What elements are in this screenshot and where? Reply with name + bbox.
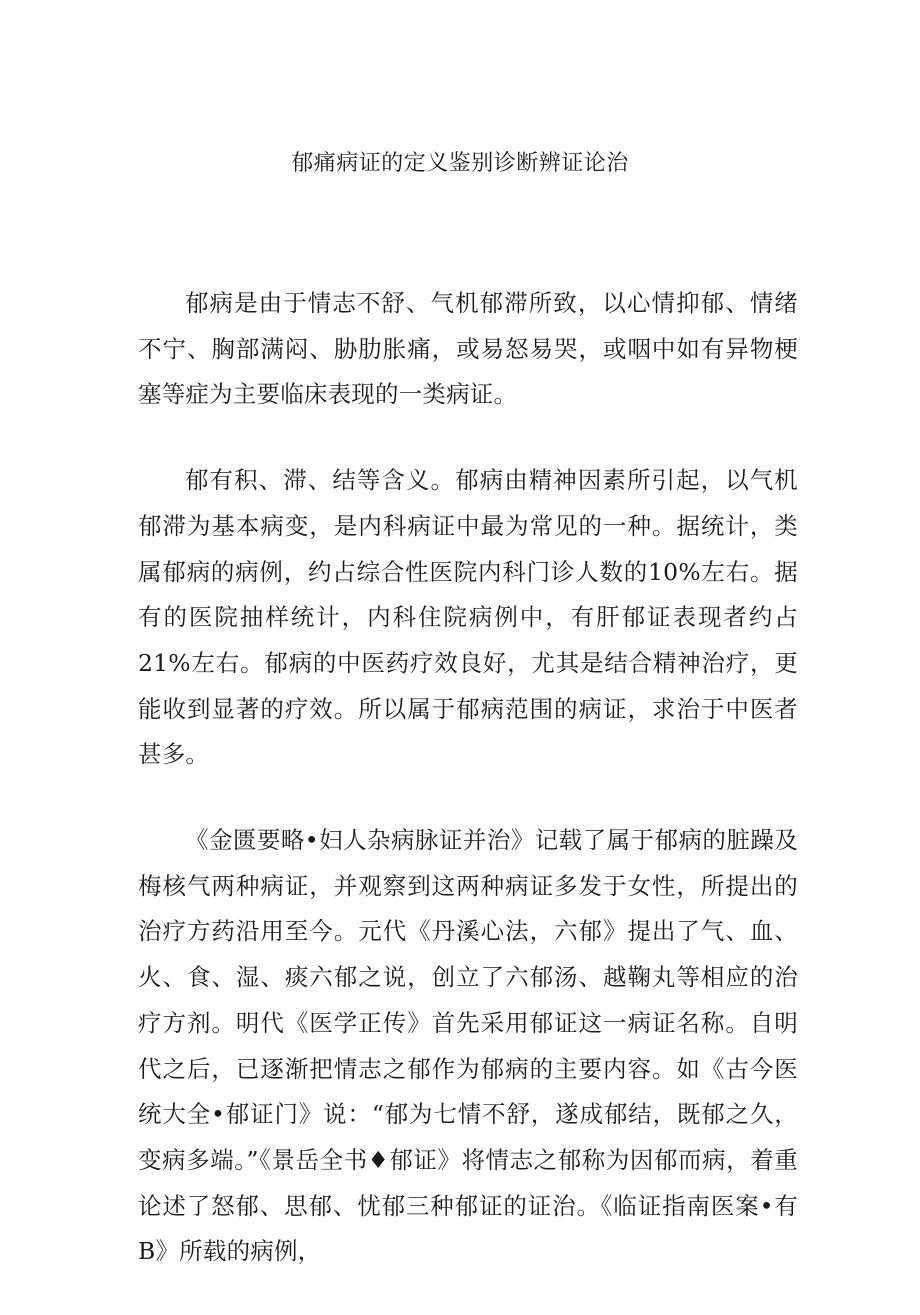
document-body (138, 281, 798, 1315)
paragraph-meaning-statistics: 郁有积、滞、结等含义。郁病由精神因素所引起，以气机郁滞为基本病变，是内科病证中最为常见的一种。据统计，类属郁病的病例，约占综合性医院内科门诊人数的10%左右。据有的医院抽样统计，内科住院病例中，有肝郁证表现者约占21%左右。郁病的中医药疗效良好，尤其是结合精神治疗，更能收到显著的疗效。所以属于郁病范围的病证，求治于中医者甚多。 (138, 466, 798, 769)
paragraph-definition: 郁病是由于情志不舒、气机郁滞所致，以心情抑郁、情绪不宁、胸部满闷、胁肋胀痛，或易怒易哭，或咽中如有异物梗塞等症为主要临床表现的一类病证。 (138, 289, 798, 409)
paragraph-history: 《金匮要略•妇人杂病脉证并治》记载了属于郁病的脏躁及梅核气两种病证，并观察到这两种病证多发于女性，所提出的治疗方药沿用至今。元代《丹溪心法，六郁》提出了气、血、火、食、湿、痰六郁之说，创立了六郁汤、越鞠丸等相应的治疗方剂。明代《医学正传》首先采用郁证这一病证名称。自明代之后，已逐渐把情志之郁作为郁病的主要内容。如《古今医统大全•郁证门》说：“郁为七情不舒，遂成郁结，既郁之久，变病多端。”《景岳全书♦郁证》将情志之郁称为因郁而病，着重论述了怒郁、思郁、忧郁三种郁证的证治。《临证指南医案•有B》所载的病例， (138, 826, 798, 1266)
page-title: 郁痛病证的定义鉴别诊断辨证论治 (291, 151, 629, 176)
